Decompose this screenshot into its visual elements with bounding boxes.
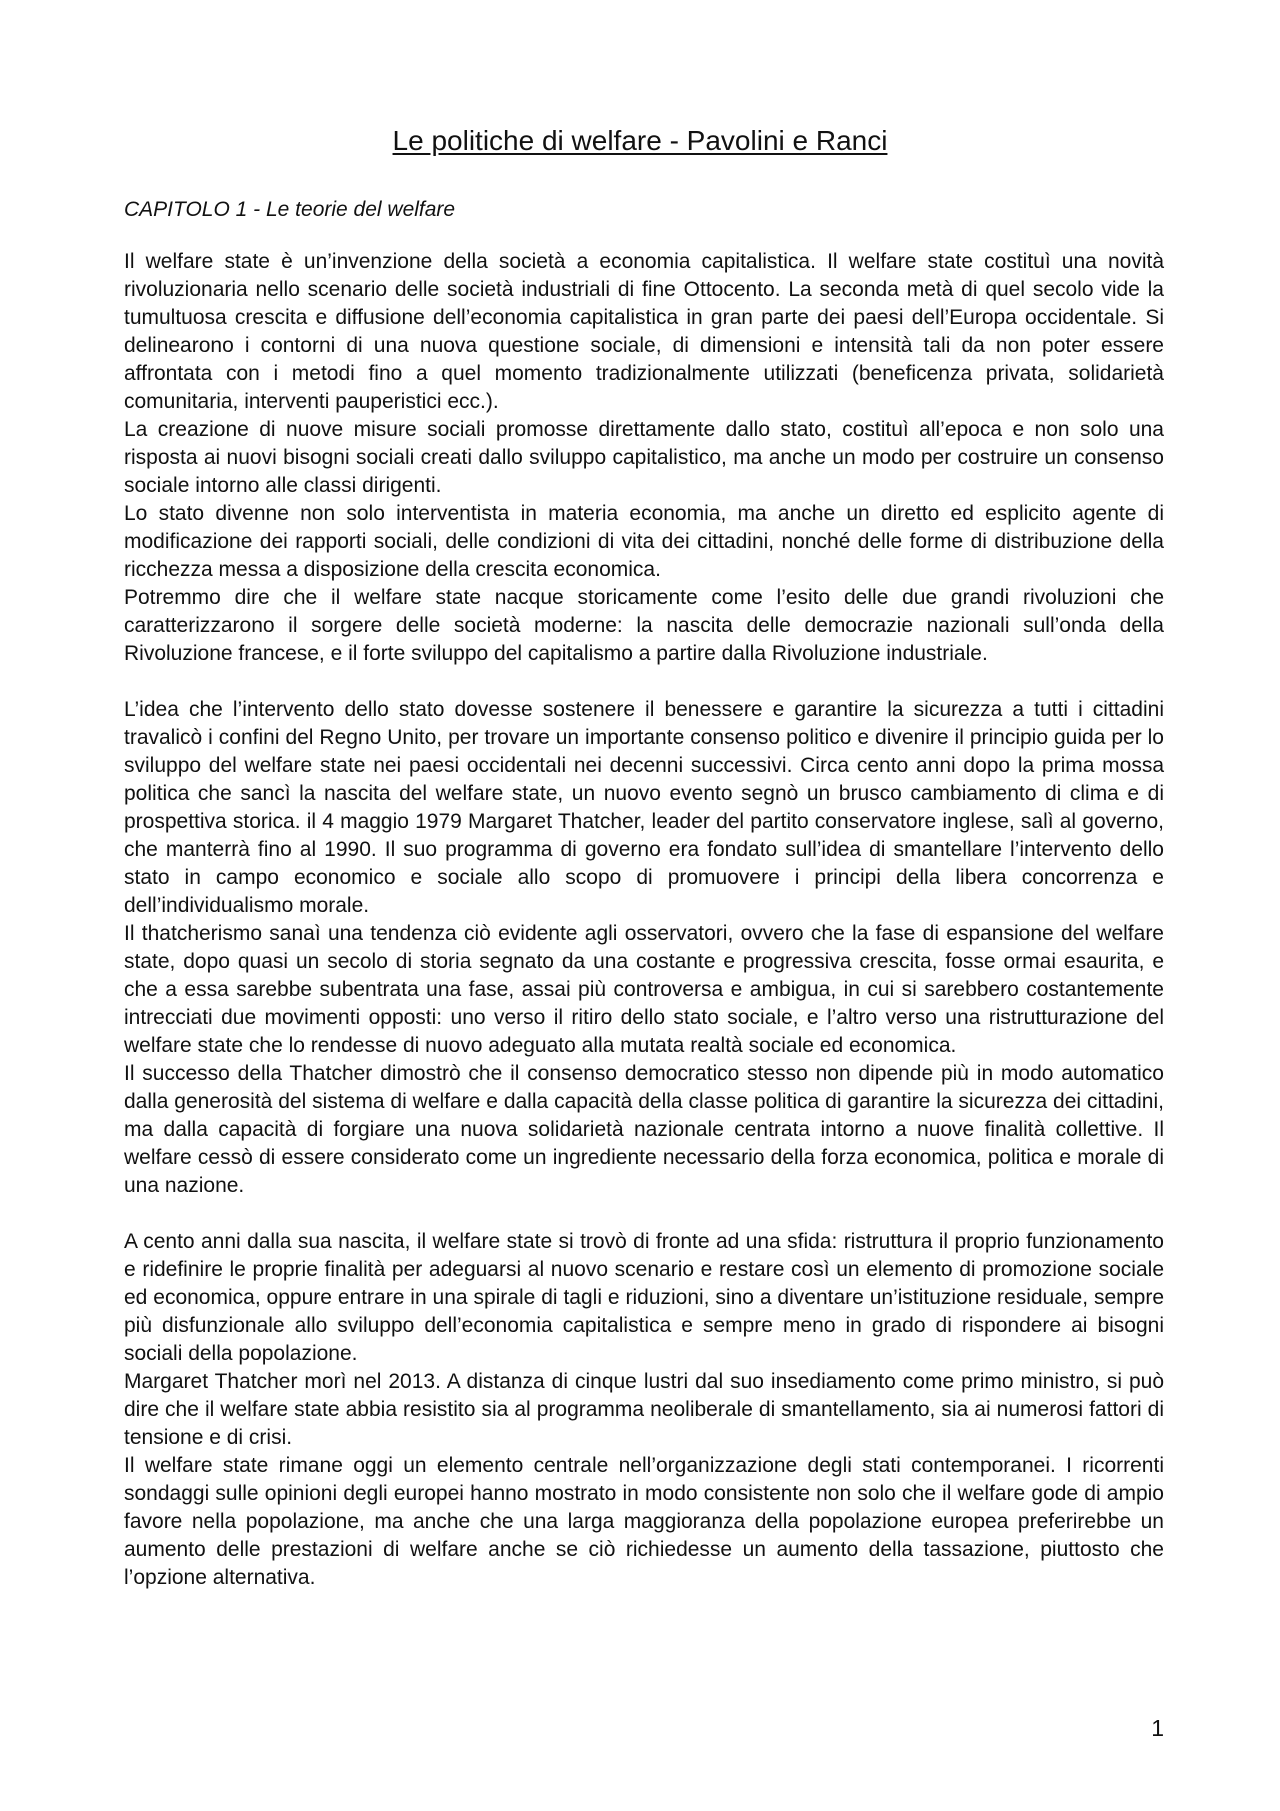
paragraph-spacer	[124, 668, 1164, 696]
document-title: Le politiche di welfare - Pavolini e Ranci	[392, 125, 888, 156]
paragraph: Lo stato divenne non solo interventista in materia economia, ma anche un diretto ed esplicito agente di modificazione dei rapporti sociali, delle condizioni di vita dei cittadini, nonché delle forme di distribuzione della ricchezza messa a disposizione della crescita economica.	[124, 502, 1164, 581]
page-number: 1	[1151, 1715, 1164, 1741]
paragraph: A cento anni dalla sua nascita, il welfare state si trovò di fronte ad una sfida: ristruttura il proprio funzionamento e ridefinire le proprie finalità per adeguarsi al nuovo scenario e restare così un elemento di promozione sociale ed economica, oppure entrare in una spirale di tagli e riduzioni, sino a diventare un’istituzione residuale, sempre più disfunzionale allo sviluppo dell’economia capitalistica e sempre meno in grado di rispondere ai bisogni sociali della popolazione.	[124, 1230, 1164, 1365]
document-body	[124, 248, 1164, 1592]
paragraph: Potremmo dire che il welfare state nacque storicamente come l’esito delle due grandi rivoluzioni che caratterizzarono il sorgere delle società moderne: la nascita delle democrazie nazionali sull’onda della Rivoluzione francese, e il forte sviluppo del capitalismo a partire dalla Rivoluzione industriale.	[124, 586, 1164, 665]
paragraph: Margaret Thatcher morì nel 2013. A distanza di cinque lustri dal suo insediamento come primo ministro, si può dire che il welfare state abbia resistito sia al programma neoliberale di smantellamento, sia ai numerosi fattori di tensione e di crisi.	[124, 1370, 1164, 1449]
paragraph: Il successo della Thatcher dimostrò che il consenso democratico stesso non dipende più in modo automatico dalla generosità del sistema di welfare e dalla capacità della classe politica di garantire la sicurezza dei cittadini, ma dalla capacità di forgiare una nuova solidarietà nazionale centrata intorno a nuove finalità collettive. Il welfare cessò di essere considerato come un ingrediente necessario della forza economica, politica e morale di una nazione.	[124, 1062, 1164, 1197]
paragraph-spacer	[124, 1200, 1164, 1228]
paragraph: La creazione di nuove misure sociali promosse direttamente dallo stato, costituì all’epoca e non solo una risposta ai nuovi bisogni sociali creati dallo sviluppo capitalistico, ma anche un modo per costruire un consenso sociale intorno alle classi dirigenti.	[124, 418, 1164, 497]
paragraph: Il thatcherismo sanaì una tendenza ciò evidente agli osservatori, ovvero che la fase di espansione del welfare state, dopo quasi un secolo di storia segnato da una costante e progressiva crescita, fosse ormai esaurita, e che a essa sarebbe subentrata una fase, assai più controversa e ambigua, in cui si sarebbero costantemente intrecciati due movimenti opposti: uno verso il ritiro dello stato sociale, e l’altro verso una ristrutturazione del welfare state che lo rendesse di nuovo adeguato alla mutata realtà sociale ed economica.	[124, 922, 1164, 1057]
chapter-heading: CAPITOLO 1 - Le teorie del welfare	[124, 198, 456, 221]
paragraph: Il welfare state è un’invenzione della società a economia capitalistica. Il welfare state costituì una novità rivoluzionaria nello scenario delle società industriali di fine Ottocento. La seconda metà di quel secolo vide la tumultuosa crescita e diffusione dell’economia capitalistica in gran parte dei paesi dell’Europa occidentale. Si delinearono i contorni di una nuova questione sociale, di dimensioni e intensità tali da non poter essere affrontata con i metodi fino a quel momento tradizionalmente utilizzati (beneficenza privata, solidarietà comunitaria, interventi pauperistici ecc.).	[124, 250, 1164, 413]
paragraph: L’idea che l’intervento dello stato dovesse sostenere il benessere e garantire la sicurezza a tutti i cittadini travalicò i confini del Regno Unito, per trovare un importante consenso politico e divenire il principio guida per lo sviluppo del welfare state nei paesi occidentali nei decenni successivi. Circa cento anni dopo la prima mossa politica che sancì la nascita del welfare state, un nuovo evento segnò un brusco cambiamento di clima e di prospettiva storica. il 4 maggio 1979 Margaret Thatcher, leader del partito conservatore inglese, salì al governo, che manterrà fino al 1990. Il suo programma di governo era fondato sull’idea di smantellare l’intervento dello stato in campo economico e sociale allo scopo di promuovere i principi della libera concorrenza e dell’individualismo morale.	[124, 698, 1164, 917]
paragraph: Il welfare state rimane oggi un elemento centrale nell’organizzazione degli stati contemporanei. I ricorrenti sondaggi sulle opinioni degli europei hanno mostrato in modo consistente non solo che il welfare gode di ampio favore nella popolazione, ma anche che una larga maggioranza della popolazione europea preferirebbe un aumento delle prestazioni di welfare anche se ciò richiedesse un aumento della tassazione, piuttosto che l’opzione alternativa.	[124, 1454, 1164, 1589]
